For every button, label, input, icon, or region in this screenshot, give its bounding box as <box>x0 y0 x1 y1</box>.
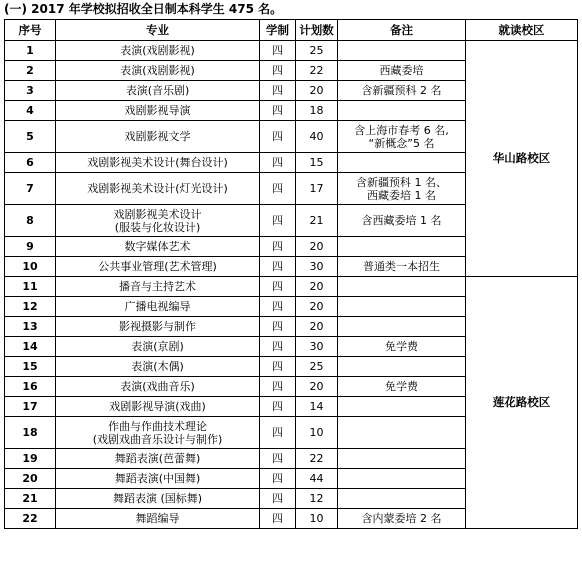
cell-major-line: 戏剧影视文学 <box>124 130 191 143</box>
cell-notes <box>338 101 466 121</box>
cell-index <box>5 277 56 297</box>
cell-major-line: 戏剧影视美术设计(灯光设计) <box>87 182 228 195</box>
cell-notes <box>338 417 466 449</box>
cell-index <box>5 41 56 61</box>
cell-years-line: 四 <box>272 64 283 77</box>
cell-quota-line: 20 <box>309 84 324 97</box>
page-title: (一) 2017 年学校拟招收全日制本科学生 475 名。 <box>4 2 283 16</box>
cell-major <box>56 377 260 397</box>
cell-quota-line: 20 <box>309 280 324 293</box>
cell-quota <box>296 121 338 153</box>
cell-major-line: 影视摄影与制作 <box>119 320 196 333</box>
cell-years <box>260 153 296 173</box>
cell-quota-line: 12 <box>309 492 324 505</box>
cell-index-line: 17 <box>22 400 38 413</box>
cell-years-line: 四 <box>272 104 283 117</box>
cell-years-line: 四 <box>272 320 283 333</box>
cell-years-line: 四 <box>272 472 283 485</box>
cell-notes-line: 西藏委培 <box>379 64 424 77</box>
table-header-row <box>5 20 578 41</box>
cell-major-line: (戏剧戏曲音乐设计与制作) <box>92 432 223 446</box>
cell-notes <box>338 237 466 257</box>
cell-index-line: 11 <box>22 280 38 293</box>
cell-major <box>56 101 260 121</box>
cell-years <box>260 509 296 529</box>
table-row <box>5 277 578 297</box>
cell-years-line: 四 <box>272 340 283 353</box>
cell-years-line: 四 <box>272 452 283 465</box>
cell-index <box>5 337 56 357</box>
cell-major <box>56 357 260 377</box>
cell-major <box>56 121 260 153</box>
cell-index-line: 7 <box>26 182 34 195</box>
cell-notes <box>338 357 466 377</box>
cell-major-line: 舞蹈编导 <box>135 512 180 525</box>
cell-notes <box>338 257 466 277</box>
header-major: 专业 <box>56 20 260 41</box>
cell-years-line: 四 <box>272 156 283 169</box>
cell-index <box>5 81 56 101</box>
cell-notes <box>338 297 466 317</box>
cell-quota <box>296 81 338 101</box>
cell-notes <box>338 317 466 337</box>
cell-quota <box>296 153 338 173</box>
cell-quota <box>296 237 338 257</box>
cell-years <box>260 41 296 61</box>
cell-years-line: 四 <box>272 360 283 373</box>
cell-major-line: 公共事业管理(艺术管理) <box>98 260 217 273</box>
cell-major <box>56 469 260 489</box>
cell-index-line: 10 <box>22 260 38 273</box>
cell-major <box>56 297 260 317</box>
cell-index-line: 16 <box>22 380 38 393</box>
cell-major <box>56 317 260 337</box>
cell-quota-line: 15 <box>309 156 324 169</box>
cell-quota-line: 22 <box>309 452 324 465</box>
cell-quota-line: 44 <box>309 472 324 485</box>
cell-major <box>56 277 260 297</box>
cell-index <box>5 397 56 417</box>
cell-major <box>56 81 260 101</box>
cell-major <box>56 509 260 529</box>
cell-notes <box>338 397 466 417</box>
cell-major-line: 广播电视编导 <box>124 300 191 313</box>
cell-notes-line: 普通类一本招生 <box>363 260 440 273</box>
cell-notes <box>338 121 466 153</box>
header-years: 学制 <box>260 20 296 41</box>
cell-years <box>260 297 296 317</box>
cell-index-line: 1 <box>26 44 34 57</box>
cell-quota <box>296 509 338 529</box>
cell-major <box>56 449 260 469</box>
cell-quota-line: 10 <box>309 426 324 439</box>
cell-years <box>260 257 296 277</box>
cell-quota-line: 21 <box>309 214 324 227</box>
cell-major-line: (服装与化妆设计) <box>114 220 201 234</box>
cell-quota-line: 25 <box>309 360 324 373</box>
cell-major-line: 戏剧影视导演(戏曲) <box>109 400 206 413</box>
table-body <box>5 41 578 529</box>
cell-years <box>260 237 296 257</box>
cell-notes <box>338 337 466 357</box>
cell-years-line: 四 <box>272 426 283 439</box>
cell-index <box>5 417 56 449</box>
cell-quota-line: 40 <box>309 130 324 143</box>
cell-years <box>260 277 296 297</box>
cell-index <box>5 509 56 529</box>
cell-index-line: 14 <box>22 340 38 353</box>
cell-major <box>56 173 260 205</box>
cell-quota <box>296 297 338 317</box>
cell-major-line: 播音与主持艺术 <box>119 280 196 293</box>
cell-index <box>5 449 56 469</box>
cell-index-line: 9 <box>26 240 34 253</box>
cell-major-line: 表演(木偶) <box>131 360 184 373</box>
cell-years <box>260 489 296 509</box>
cell-major <box>56 61 260 81</box>
cell-index-line: 2 <box>26 64 34 77</box>
cell-notes-line: 免学费 <box>385 380 418 393</box>
cell-years <box>260 205 296 237</box>
cell-index-line: 13 <box>22 320 38 333</box>
cell-index <box>5 317 56 337</box>
cell-quota-line: 20 <box>309 240 324 253</box>
cell-notes-line: 含上海市春考 6 名, <box>354 123 449 137</box>
header-index: 序号 <box>5 20 56 41</box>
cell-index-line: 18 <box>22 426 38 439</box>
cell-notes-line: 免学费 <box>385 340 418 353</box>
cell-years <box>260 449 296 469</box>
cell-major-line: 表演(戏曲音乐) <box>120 380 195 393</box>
header-campus: 就读校区 <box>466 20 578 41</box>
cell-notes-line: 含新疆预科 2 名 <box>361 84 442 97</box>
cell-index <box>5 357 56 377</box>
cell-quota-line: 18 <box>309 104 324 117</box>
cell-index <box>5 153 56 173</box>
cell-years <box>260 173 296 205</box>
cell-major-line: 表演(京剧) <box>131 340 184 353</box>
cell-major <box>56 237 260 257</box>
cell-major-line: 戏剧影视美术设计(舞台设计) <box>87 156 228 169</box>
cell-campus: 莲花路校区 <box>466 277 578 529</box>
cell-quota <box>296 41 338 61</box>
cell-years <box>260 317 296 337</box>
cell-years <box>260 337 296 357</box>
cell-index <box>5 205 56 237</box>
cell-quota-line: 30 <box>309 340 324 353</box>
cell-quota-line: 20 <box>309 320 324 333</box>
cell-quota <box>296 205 338 237</box>
cell-quota <box>296 417 338 449</box>
cell-quota <box>296 173 338 205</box>
cell-major <box>56 417 260 449</box>
table-row <box>5 41 578 61</box>
cell-years-line: 四 <box>272 512 283 525</box>
cell-index-line: 22 <box>22 512 38 525</box>
cell-index <box>5 297 56 317</box>
cell-quota <box>296 61 338 81</box>
cell-index <box>5 61 56 81</box>
cell-notes <box>338 205 466 237</box>
cell-major-line: 作曲与作曲技术理论 <box>108 419 207 433</box>
cell-notes-line: 西藏委培 1 名 <box>367 188 436 202</box>
cell-years <box>260 397 296 417</box>
cell-notes-line: “新概念”5 名 <box>368 136 435 150</box>
cell-major <box>56 397 260 417</box>
cell-years <box>260 81 296 101</box>
cell-index-line: 3 <box>26 84 34 97</box>
cell-major <box>56 205 260 237</box>
header-quota: 计划数 <box>296 20 338 41</box>
cell-index-line: 19 <box>22 452 38 465</box>
cell-notes <box>338 489 466 509</box>
cell-index-line: 12 <box>22 300 38 313</box>
cell-years-line: 四 <box>272 300 283 313</box>
cell-quota <box>296 257 338 277</box>
cell-major-line: 戏剧影视导演 <box>124 104 191 117</box>
cell-major <box>56 41 260 61</box>
cell-major <box>56 257 260 277</box>
cell-quota-line: 25 <box>309 44 324 57</box>
cell-major-line: 数字媒体艺术 <box>124 240 191 253</box>
cell-notes-line: 含内蒙委培 2 名 <box>361 512 442 525</box>
cell-notes <box>338 173 466 205</box>
cell-notes <box>338 277 466 297</box>
cell-notes <box>338 81 466 101</box>
cell-quota <box>296 377 338 397</box>
cell-years <box>260 357 296 377</box>
cell-index-line: 6 <box>26 156 34 169</box>
cell-years <box>260 61 296 81</box>
cell-index-line: 4 <box>26 104 34 117</box>
cell-quota <box>296 277 338 297</box>
cell-quota <box>296 317 338 337</box>
cell-years <box>260 377 296 397</box>
cell-years-line: 四 <box>272 492 283 505</box>
cell-index <box>5 257 56 277</box>
cell-index <box>5 489 56 509</box>
cell-notes-line: 含西藏委培 1 名 <box>361 214 442 227</box>
cell-notes <box>338 41 466 61</box>
cell-quota <box>296 337 338 357</box>
cell-quota-line: 22 <box>309 64 324 77</box>
cell-years-line: 四 <box>272 182 283 195</box>
cell-index <box>5 377 56 397</box>
cell-index <box>5 101 56 121</box>
cell-quota <box>296 489 338 509</box>
cell-index-line: 20 <box>22 472 38 485</box>
cell-major-line: 舞蹈表演 (国标舞) <box>112 492 203 505</box>
cell-notes <box>338 61 466 81</box>
cell-notes <box>338 509 466 529</box>
cell-major-line: 表演(戏剧影视) <box>120 64 195 77</box>
cell-years-line: 四 <box>272 130 283 143</box>
cell-quota <box>296 449 338 469</box>
cell-years <box>260 417 296 449</box>
cell-years <box>260 101 296 121</box>
header-notes: 备注 <box>338 20 466 41</box>
cell-quota-line: 14 <box>309 400 324 413</box>
cell-notes <box>338 469 466 489</box>
cell-major-line: 表演(戏剧影视) <box>120 44 195 57</box>
cell-index-line: 15 <box>22 360 38 373</box>
cell-years <box>260 469 296 489</box>
cell-notes <box>338 153 466 173</box>
cell-index <box>5 237 56 257</box>
cell-quota <box>296 469 338 489</box>
cell-index <box>5 173 56 205</box>
cell-quota-line: 20 <box>309 300 324 313</box>
cell-index <box>5 121 56 153</box>
cell-years-line: 四 <box>272 280 283 293</box>
cell-years-line: 四 <box>272 214 283 227</box>
cell-index <box>5 469 56 489</box>
cell-quota <box>296 397 338 417</box>
cell-years-line: 四 <box>272 240 283 253</box>
cell-campus: 华山路校区 <box>466 41 578 277</box>
cell-notes <box>338 449 466 469</box>
cell-major-line: 舞蹈表演(中国舞) <box>114 472 201 485</box>
cell-index-line: 5 <box>26 130 34 143</box>
cell-quota <box>296 357 338 377</box>
cell-years-line: 四 <box>272 84 283 97</box>
enrollment-table <box>4 19 578 529</box>
cell-index-line: 8 <box>26 214 34 227</box>
cell-years-line: 四 <box>272 260 283 273</box>
cell-major <box>56 153 260 173</box>
cell-major <box>56 489 260 509</box>
cell-quota <box>296 101 338 121</box>
cell-quota-line: 17 <box>309 182 324 195</box>
cell-major-line: 表演(音乐剧) <box>125 84 190 97</box>
cell-quota-line: 10 <box>309 512 324 525</box>
cell-major <box>56 337 260 357</box>
cell-major-line: 戏剧影视美术设计 <box>113 207 202 221</box>
cell-major-line: 舞蹈表演(芭蕾舞) <box>114 452 201 465</box>
cell-years-line: 四 <box>272 400 283 413</box>
cell-years-line: 四 <box>272 380 283 393</box>
cell-years-line: 四 <box>272 44 283 57</box>
cell-quota-line: 30 <box>309 260 324 273</box>
cell-years <box>260 121 296 153</box>
cell-notes-line: 含新疆预科 1 名、 <box>356 175 447 189</box>
cell-index-line: 21 <box>22 492 38 505</box>
cell-notes <box>338 377 466 397</box>
cell-quota-line: 20 <box>309 380 324 393</box>
